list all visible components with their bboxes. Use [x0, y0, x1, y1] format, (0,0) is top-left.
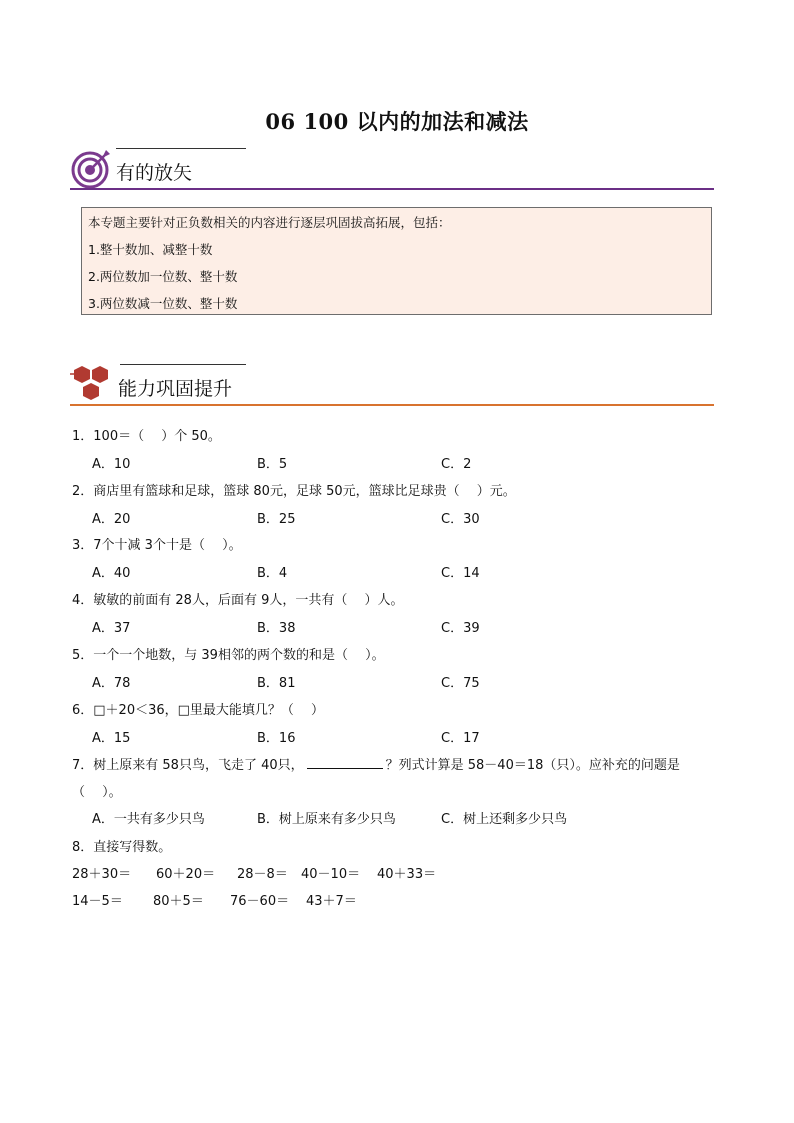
calc-expression: 40－10＝	[301, 867, 361, 882]
calc-expression: 40＋33＝	[377, 867, 437, 882]
question-stem: 8．直接写得数。	[72, 840, 172, 855]
header-bottom-rule	[70, 404, 714, 406]
calc-expression: 28－8＝	[237, 867, 288, 882]
option: B．25	[257, 512, 296, 527]
question-stem: 6．□＋20＜36，□里最大能填几？（ ）	[72, 703, 325, 718]
question-stem: 5．一个一个地数，与 39相邻的两个数的和是（ ）。	[72, 648, 385, 663]
question-stem: 4．敏敏的前面有 28人，后面有 9人，一共有（ ）人。	[72, 593, 404, 608]
question-stem: 2．商店里有篮球和足球，篮球 80元，足球 50元，篮球比足球贵（ ）元。	[72, 484, 516, 499]
option: C．75	[441, 676, 480, 691]
question-stem: 3．7个十减 3个十是（ ）。	[72, 538, 242, 553]
option: B．树上原来有多少只鸟	[257, 812, 396, 827]
aim-item: 3.两位数减一位数、整十数	[88, 296, 238, 311]
section-heading: 有的放矢	[116, 162, 193, 184]
header-top-rule	[120, 364, 246, 365]
option: A．78	[92, 676, 131, 691]
option: B．16	[257, 731, 296, 746]
option: C．14	[441, 566, 480, 581]
option: B．38	[257, 621, 296, 636]
option: C．30	[441, 512, 480, 527]
option: C．39	[441, 621, 480, 636]
calc-expression: 14－5＝	[72, 894, 123, 909]
option: A．37	[92, 621, 131, 636]
question-stem-part: （ ）。	[72, 785, 122, 800]
aim-intro: 本专题主要针对正负数相关的内容进行逐层巩固拔高拓展，包括：	[88, 215, 451, 230]
option: B．5	[257, 457, 288, 472]
page-title: 06 100 以内的加法和减法	[265, 109, 529, 134]
aim-item: 2.两位数加一位数、整十数	[88, 269, 238, 284]
question-stem-part: 7．树上原来有 58只鸟，飞走了 40只，	[72, 758, 304, 773]
question-stem: 1．100＝（ ）个 50。	[72, 429, 221, 444]
question-stem	[72, 754, 680, 773]
option: A．一共有多少只鸟	[92, 812, 205, 827]
section-header-aim	[70, 148, 714, 190]
header-top-rule	[116, 148, 246, 149]
option: A．15	[92, 731, 131, 746]
calc-expression: 76－60＝	[230, 894, 290, 909]
option: A．10	[92, 457, 131, 472]
section-header-practice	[70, 364, 714, 406]
option: A．20	[92, 512, 131, 527]
answer-blank[interactable]	[307, 756, 383, 769]
target-icon	[70, 148, 112, 190]
option: C．17	[441, 731, 480, 746]
option: C．树上还剩多少只鸟	[441, 812, 568, 827]
hexagon-cluster-icon	[70, 364, 114, 406]
option: A．40	[92, 566, 131, 581]
aim-box	[81, 207, 712, 315]
option: B．81	[257, 676, 296, 691]
calc-expression: 43＋7＝	[306, 894, 357, 909]
option: B．4	[257, 566, 288, 581]
header-bottom-rule	[70, 188, 714, 190]
calc-expression: 60＋20＝	[156, 867, 216, 882]
aim-item: 1.整十数加、减整十数	[88, 242, 213, 257]
section-heading: 能力巩固提升	[118, 378, 233, 400]
option: C．2	[441, 457, 472, 472]
calc-expression: 80＋5＝	[153, 894, 204, 909]
question-stem-part: ？列式计算是 58－40＝18（只）。应补充的问题是	[385, 758, 680, 773]
calc-expression: 28＋30＝	[72, 867, 132, 882]
